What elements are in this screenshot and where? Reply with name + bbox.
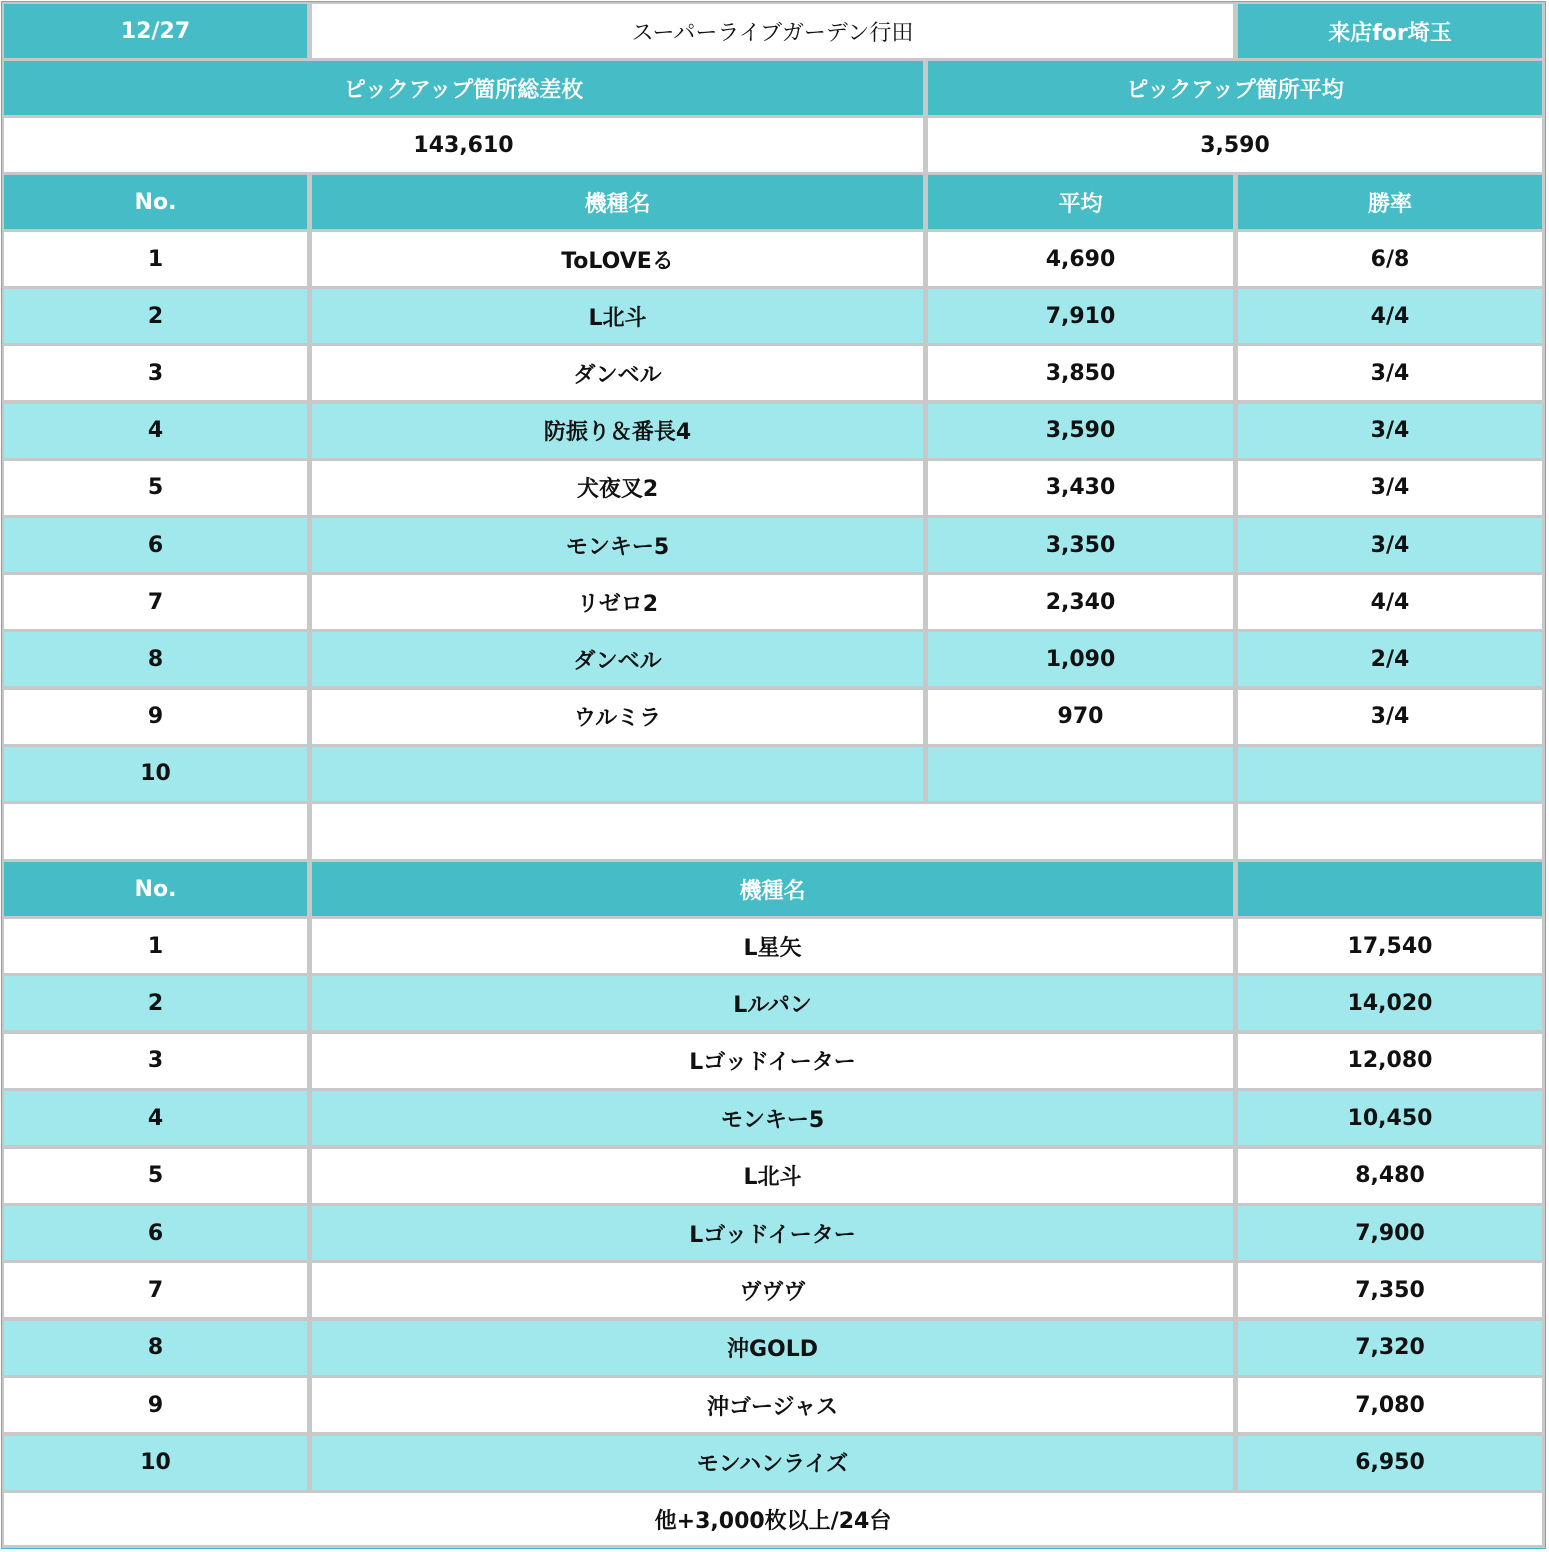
total-value-cell: 143,610 <box>4 118 923 172</box>
results-table <box>1 1 1546 1549</box>
pickup-row-avg <box>928 747 1233 801</box>
ranking-header-no: No. <box>4 862 307 916</box>
pickup-row-avg: 970 <box>928 690 1233 744</box>
ranking-row-value: 7,900 <box>1238 1206 1542 1260</box>
ranking-row-name: 沖GOLD <box>312 1321 1233 1375</box>
ranking-row-value: 10,450 <box>1238 1091 1542 1145</box>
pickup-row-rate: 3/4 <box>1238 690 1542 744</box>
ranking-row-name: 沖ゴージャス <box>312 1378 1233 1432</box>
pickup-row-avg: 1,090 <box>928 632 1233 686</box>
pickup-row-rate: 3/4 <box>1238 518 1542 572</box>
pickup-header-rate: 勝率 <box>1238 175 1542 229</box>
pickup-row-name: ダンベル <box>312 632 923 686</box>
avg-value-cell: 3,590 <box>928 118 1542 172</box>
pickup-row-avg: 2,340 <box>928 575 1233 629</box>
ranking-header-value <box>1238 862 1542 916</box>
ranking-row-name: L星矢 <box>312 919 1233 973</box>
total-label-cell: ピックアップ箇所総差枚 <box>4 61 923 115</box>
pickup-row-rate: 2/4 <box>1238 632 1542 686</box>
pickup-header-no: No. <box>4 175 307 229</box>
ranking-row-no: 6 <box>4 1206 307 1260</box>
ranking-row-name: モンキー5 <box>312 1091 1233 1145</box>
pickup-row-rate: 3/4 <box>1238 461 1542 515</box>
pickup-row-no: 1 <box>4 232 307 286</box>
ranking-row-name: モンハンライズ <box>312 1436 1233 1490</box>
pickup-row-name: ToLOVEる <box>312 232 923 286</box>
avg-label-cell: ピックアップ箇所平均 <box>928 61 1542 115</box>
event-cell: 来店for埼玉 <box>1238 4 1542 58</box>
pickup-row-rate: 3/4 <box>1238 404 1542 458</box>
ranking-row-name: ヴヴヴ <box>312 1263 1233 1317</box>
ranking-row-value: 7,350 <box>1238 1263 1542 1317</box>
footer-note: 他+3,000枚以上/24台 <box>4 1493 1542 1545</box>
pickup-row-no: 8 <box>4 632 307 686</box>
pickup-header-avg: 平均 <box>928 175 1233 229</box>
pickup-row-avg: 3,850 <box>928 346 1233 400</box>
ranking-row-value: 6,950 <box>1238 1436 1542 1490</box>
pickup-row-avg: 4,690 <box>928 232 1233 286</box>
ranking-row-value: 7,320 <box>1238 1321 1542 1375</box>
pickup-row-name: ウルミラ <box>312 690 923 744</box>
pickup-row-no: 6 <box>4 518 307 572</box>
pickup-row-name: 防振り＆番長4 <box>312 404 923 458</box>
ranking-row-no: 4 <box>4 1091 307 1145</box>
pickup-row-rate: 6/8 <box>1238 232 1542 286</box>
ranking-row-no: 1 <box>4 919 307 973</box>
pickup-row-no: 4 <box>4 404 307 458</box>
ranking-row-value: 8,480 <box>1238 1149 1542 1203</box>
ranking-row-name: Lゴッドイーター <box>312 1206 1233 1260</box>
pickup-row-rate: 4/4 <box>1238 575 1542 629</box>
spacer-cell <box>1238 804 1542 859</box>
ranking-row-name: L北斗 <box>312 1149 1233 1203</box>
pickup-header-name: 機種名 <box>312 175 923 229</box>
pickup-row-name <box>312 747 923 801</box>
pickup-row-name: ダンベル <box>312 346 923 400</box>
ranking-header-name: 機種名 <box>312 862 1233 916</box>
pickup-row-no: 10 <box>4 747 307 801</box>
ranking-row-value: 17,540 <box>1238 919 1542 973</box>
ranking-row-no: 7 <box>4 1263 307 1317</box>
pickup-row-no: 3 <box>4 346 307 400</box>
ranking-row-no: 9 <box>4 1378 307 1432</box>
pickup-row-rate: 4/4 <box>1238 289 1542 343</box>
spacer-cell <box>4 804 307 859</box>
date-cell: 12/27 <box>4 4 307 58</box>
pickup-row-rate <box>1238 747 1542 801</box>
pickup-row-no: 2 <box>4 289 307 343</box>
ranking-row-name: Lゴッドイーター <box>312 1034 1233 1088</box>
pickup-row-avg: 3,430 <box>928 461 1233 515</box>
pickup-row-avg: 3,590 <box>928 404 1233 458</box>
pickup-row-no: 9 <box>4 690 307 744</box>
pickup-row-name: L北斗 <box>312 289 923 343</box>
ranking-row-name: Lルパン <box>312 976 1233 1030</box>
ranking-row-value: 7,080 <box>1238 1378 1542 1432</box>
ranking-row-value: 12,080 <box>1238 1034 1542 1088</box>
spacer-cell <box>312 804 1233 859</box>
pickup-row-no: 5 <box>4 461 307 515</box>
pickup-row-name: 犬夜叉2 <box>312 461 923 515</box>
ranking-row-no: 10 <box>4 1436 307 1490</box>
pickup-row-rate: 3/4 <box>1238 346 1542 400</box>
store-name-cell: スーパーライブガーデン行田 <box>312 4 1233 58</box>
pickup-row-no: 7 <box>4 575 307 629</box>
pickup-row-name: リゼロ2 <box>312 575 923 629</box>
ranking-row-no: 5 <box>4 1149 307 1203</box>
ranking-row-no: 8 <box>4 1321 307 1375</box>
pickup-row-avg: 3,350 <box>928 518 1233 572</box>
ranking-row-no: 3 <box>4 1034 307 1088</box>
ranking-row-no: 2 <box>4 976 307 1030</box>
ranking-row-value: 14,020 <box>1238 976 1542 1030</box>
pickup-row-avg: 7,910 <box>928 289 1233 343</box>
pickup-row-name: モンキー5 <box>312 518 923 572</box>
